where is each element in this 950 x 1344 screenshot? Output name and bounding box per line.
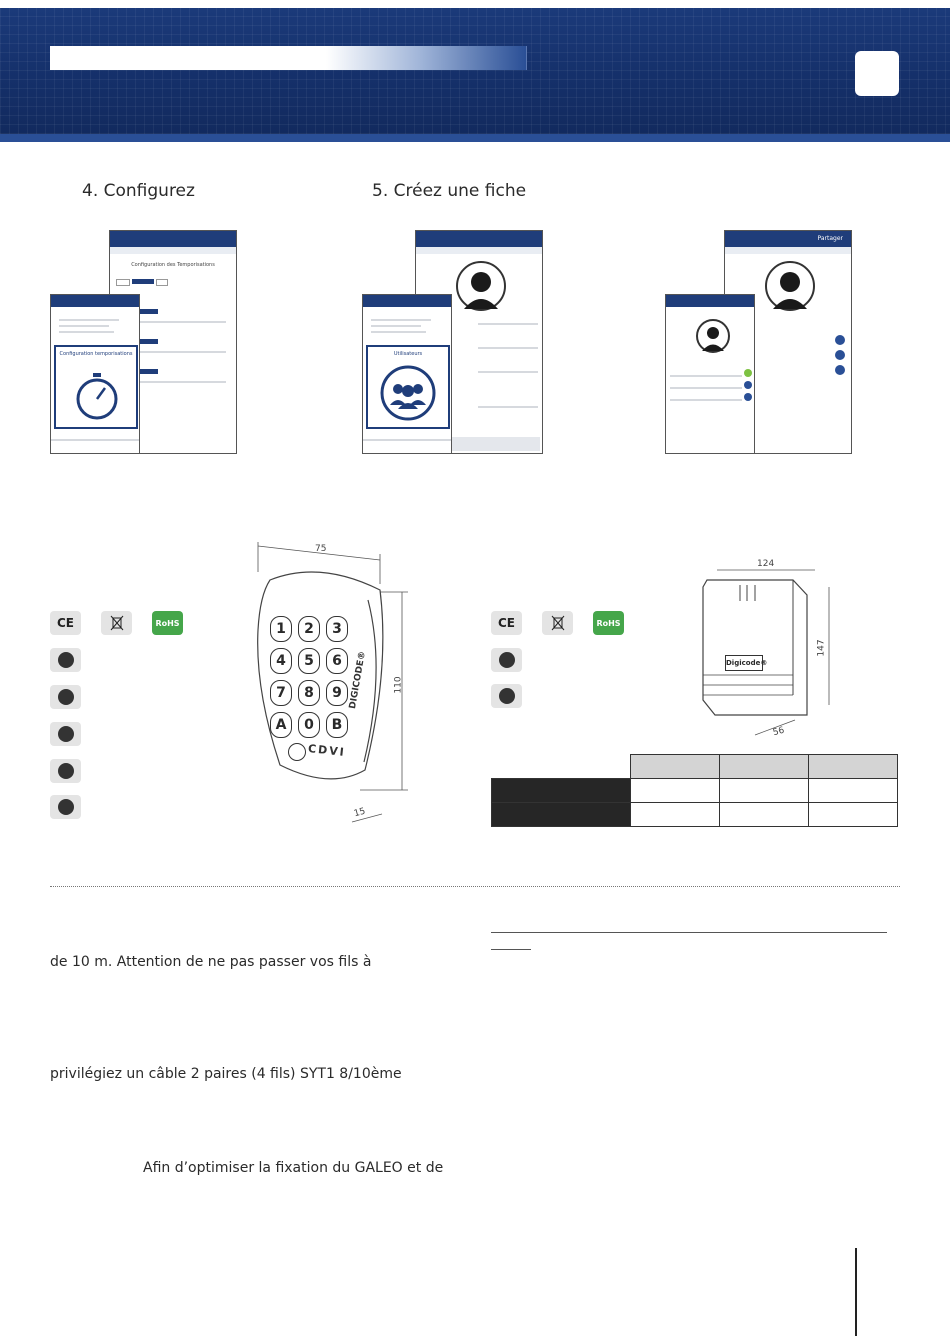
table-cell xyxy=(492,755,631,779)
table-header-cell xyxy=(719,755,808,779)
dimension-height-label: 110 xyxy=(393,676,404,694)
group-users-icon xyxy=(380,365,436,421)
table-row xyxy=(492,755,898,779)
page-number-box xyxy=(855,51,899,96)
key-a: A xyxy=(270,712,292,738)
weee-bin-icon xyxy=(542,611,573,635)
profile-avatar xyxy=(456,261,506,311)
key-0: 0 xyxy=(298,712,320,738)
indoor-outdoor-icon xyxy=(491,648,522,672)
table-cell xyxy=(808,803,897,827)
title-divider xyxy=(526,46,527,70)
indoor-outdoor-icon xyxy=(50,648,81,672)
profile-avatar-small xyxy=(696,319,730,353)
ce-mark-icon: CE xyxy=(50,611,81,635)
key-9: 9 xyxy=(326,680,348,706)
dimension-width-label: 75 xyxy=(315,544,327,554)
header-band xyxy=(0,8,950,134)
phone-screen-front xyxy=(665,294,755,454)
table-row xyxy=(492,779,898,803)
users-card[interactable] xyxy=(366,345,450,429)
config-card-label: Configuration temporisations xyxy=(59,351,133,357)
screen-title: Configuration des Temporisations xyxy=(131,262,215,268)
temperature-icon xyxy=(50,759,81,783)
table-cell xyxy=(719,803,808,827)
body-text-line: de 10 m. Attention de ne pas passer vos fils à xyxy=(50,954,372,970)
profile-avatar xyxy=(765,261,815,311)
spec-table xyxy=(491,754,898,827)
step-configure-heading: 4. Configurez xyxy=(82,181,195,201)
step-create-heading: 5. Créez une fiche xyxy=(372,181,527,201)
controller-drawing xyxy=(695,555,835,740)
key-3: 3 xyxy=(326,616,348,642)
key-7: 7 xyxy=(270,680,292,706)
table-header-cell xyxy=(630,755,719,779)
dimension-depth-label: 15 xyxy=(352,806,367,820)
side-brand-label: DIGICODE® xyxy=(348,650,368,710)
key-b: B xyxy=(326,712,348,738)
ce-mark-icon: CE xyxy=(491,611,522,635)
key-8: 8 xyxy=(298,680,320,706)
technical-icon xyxy=(491,684,522,708)
brand-label: CDVI xyxy=(307,742,347,759)
dimension-width-label: 124 xyxy=(757,559,775,569)
key-6: 6 xyxy=(326,648,348,674)
stopwatch-icon xyxy=(74,371,120,421)
title-bar xyxy=(50,46,526,70)
header-strip xyxy=(0,134,950,142)
table-cell xyxy=(808,779,897,803)
vandal-icon xyxy=(50,685,81,709)
person-silhouette-icon xyxy=(767,263,813,309)
dimension-height-label: 147 xyxy=(816,639,827,657)
ip-rating-icon xyxy=(50,722,81,746)
keypad-keys xyxy=(270,616,352,738)
table-row-header xyxy=(492,803,631,827)
controller-dimension-lines xyxy=(695,555,835,740)
app-screenshot-share xyxy=(665,230,855,454)
key-5: 5 xyxy=(298,648,320,674)
app-screenshot-configure xyxy=(50,230,240,454)
footer-vertical-rule xyxy=(855,1248,857,1336)
key-4: 4 xyxy=(270,648,292,674)
phone-screen-front xyxy=(362,294,452,454)
underline-rule-short xyxy=(491,949,531,950)
section-divider xyxy=(50,886,900,887)
keypad-drawing xyxy=(240,540,420,830)
underline-rule xyxy=(491,932,887,933)
app-screenshot-create xyxy=(362,230,552,454)
share-action[interactable]: Partager xyxy=(817,235,843,242)
users-card-label: Utilisateurs xyxy=(393,351,423,357)
config-card[interactable] xyxy=(54,345,138,429)
table-row-header xyxy=(492,779,631,803)
person-silhouette-icon xyxy=(458,263,504,309)
phone-screen-front xyxy=(50,294,140,454)
rohs-badge: RoHS xyxy=(593,611,624,635)
person-silhouette-icon xyxy=(698,321,728,351)
dimension-depth-label: 56 xyxy=(771,725,786,739)
table-cell xyxy=(630,803,719,827)
table-cell xyxy=(719,779,808,803)
key-1: 1 xyxy=(270,616,292,642)
key-2: 2 xyxy=(298,616,320,642)
body-text-line: privilégiez un câble 2 paires (4 fils) SYT1 8/10ème xyxy=(50,1066,402,1082)
cdvi-logo-icon xyxy=(288,743,306,761)
technical-icon xyxy=(50,795,81,819)
table-cell xyxy=(630,779,719,803)
weee-bin-icon xyxy=(101,611,132,635)
table-header-cell xyxy=(808,755,897,779)
table-row xyxy=(492,803,898,827)
body-text-line: Afin d’optimiser la fixation du GALEO et de xyxy=(143,1160,444,1176)
rohs-badge: RoHS xyxy=(152,611,183,635)
digicode-label: Digicode® xyxy=(725,655,763,671)
